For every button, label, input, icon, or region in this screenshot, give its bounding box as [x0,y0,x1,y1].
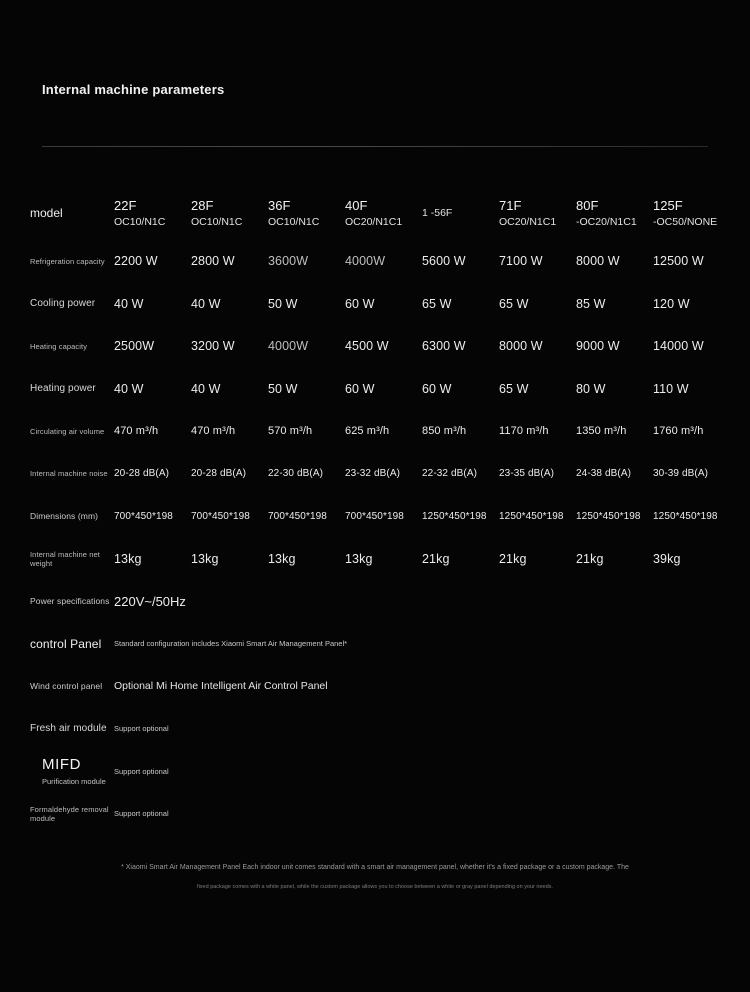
cell-value: 700*450*198 [268,510,327,522]
cell-value: 1250*450*198 [499,510,564,522]
cell-value: 65 W [499,381,529,396]
row-label: Fresh air module [30,722,107,734]
cell-value: 50 W [268,296,298,311]
mifd-sublabel: Purification module [42,777,106,786]
model-column-6 [499,186,576,240]
table-row [30,793,730,836]
cell-value: 12500 W [653,254,704,269]
row-label-group [30,750,114,793]
cell-value: 30-39 dB(A) [653,468,709,480]
cell-value: 22-30 dB(A) [268,468,324,480]
cell-value: 3600W [268,254,309,269]
cell-value: 80 W [576,381,606,396]
cell-value: 39kg [653,551,681,566]
header-label: model [30,206,63,220]
cell-value: 1250*450*198 [653,510,718,522]
row-label: Heating power [30,382,96,394]
row-label: Formaldehyde removal module [30,804,109,823]
row-label: Refrigeration capacity [30,256,105,266]
model-column-8 [653,186,730,240]
table-row [30,495,730,538]
cell-value: 2800 W [191,254,235,269]
cell-value: 13kg [191,551,219,566]
cell-value: 2500W [114,339,155,354]
cell-value: 13kg [114,551,142,566]
merged-value: Optional Mi Home Intelligent Air Control Panel [114,680,328,693]
cell-value: 13kg [345,551,373,566]
row-label: Wind control panel [30,681,103,692]
cell-value: 110 W [653,381,689,396]
model-code-top: 80F [576,198,599,214]
merged-value: Support optional [114,809,169,819]
cell-value: 65 W [422,296,452,311]
cell-value: 700*450*198 [345,510,404,522]
cell-value: 1760 m³/h [653,425,704,438]
cell-value: 22-32 dB(A) [422,468,478,480]
model-column-5 [422,186,499,240]
cell-value: 50 W [268,381,298,396]
table-row [30,623,730,666]
cell-value: 120 W [653,296,690,311]
cell-value: 470 m³/h [191,425,236,438]
merged-value: Standard configuration includes Xiaomi Smart Air Management Panel* [114,639,348,649]
cell-value: 85 W [576,296,606,311]
cell-value: 4500 W [345,339,389,354]
cell-value: 9000 W [576,339,620,354]
cell-value: 13kg [268,551,296,566]
merged-value: Support optional [114,766,169,776]
model-code-bottom: -OC50/NONE [653,215,718,228]
model-code-bottom: OC20/N1C1 [345,215,403,228]
cell-value: 14000 W [653,339,704,354]
model-code-top: 36F [268,198,291,214]
cell-value: 40 W [114,296,144,311]
row-label: control Panel [30,636,102,651]
cell-value: 700*450*198 [114,510,173,522]
model-column-2 [191,186,268,240]
cell-value: 40 W [191,296,221,311]
cell-value: 3200 W [191,339,235,354]
row-label: Cooling power [30,297,96,309]
cell-value: 470 m³/h [114,425,159,438]
cell-value: 65 W [499,296,529,311]
model-column-1 [114,186,191,240]
model-code-top: 22F [114,198,137,214]
table-row [30,368,730,411]
model-code-bottom: OC10/N1C [268,215,320,228]
mifd-label: MIFD [42,755,82,773]
table-row [30,708,730,751]
table-row [30,453,730,496]
table-row [30,283,730,326]
cell-value: 1350 m³/h [576,425,627,438]
cell-value: 570 m³/h [268,425,313,438]
cell-value: 23-32 dB(A) [345,468,401,480]
cell-value: 40 W [191,381,221,396]
cell-value: 40 W [114,381,144,396]
row-label: Internal machine noise [30,469,108,479]
cell-value: 1250*450*198 [422,510,487,522]
footnote-line-1: * Xiaomi Smart Air Management Panel Each indoor unit comes standard with a smart air management panel, whether it's a fixed package or a custom package. The [121,864,629,871]
cell-value: 625 m³/h [345,425,390,438]
page-title: Internal machine parameters [42,82,225,97]
table-row [30,580,730,623]
model-code-top: 71F [499,198,522,214]
cell-value: 23-35 dB(A) [499,468,555,480]
row-label: Heating capacity [30,341,88,351]
model-code-bottom: OC10/N1C [191,215,243,228]
model-code-top: 125F [653,198,683,214]
row-label: Circulating air volume [30,426,105,436]
cell-value: 6300 W [422,339,466,354]
cell-value: 700*450*198 [191,510,250,522]
cell-value: 21kg [422,551,450,566]
footnote-line-2: fixed package comes with a white panel, while the custom package allows you to choose between a white or gray panel depending on your needs. [197,884,553,890]
model-column-3 [268,186,345,240]
cell-value: 21kg [499,551,527,566]
cell-value: 60 W [345,296,375,311]
cell-value: 24-38 dB(A) [576,468,632,480]
cell-value: 8000 W [499,339,543,354]
cell-value: 60 W [345,381,375,396]
cell-value: 1170 m³/h [499,425,549,438]
cell-value: 20-28 dB(A) [191,468,247,480]
cell-value: 7100 W [499,254,543,269]
specifications-table [30,186,730,835]
table-row [30,665,730,708]
header-divider [42,146,708,147]
model-code-bottom: OC20/N1C1 [499,215,557,228]
model-column-4 [345,186,422,240]
cell-value: 5600 W [422,254,466,269]
cell-value: 8000 W [576,254,620,269]
model-code-bottom: 1 -56F [422,206,453,219]
model-code-top: 28F [191,198,214,214]
model-code-top: 40F [345,198,368,214]
cell-value: 1250*450*198 [576,510,641,522]
cell-value: 4000W [268,339,309,354]
cell-value: 60 W [422,381,452,396]
cell-value: 4000W [345,254,386,269]
merged-value: 220V~/50Hz [114,593,186,609]
merged-value: Support optional [114,724,169,734]
model-code-bottom: -OC20/N1C1 [576,215,637,228]
cell-value: 20-28 dB(A) [114,468,170,480]
table-row [30,538,730,581]
row-label: Dimensions (mm) [30,511,99,522]
cell-value: 2200 W [114,254,158,269]
table-row [30,410,730,453]
cell-value: 850 m³/h [422,425,467,438]
model-code-bottom: OC10/N1C [114,215,166,228]
table-header-row [30,186,730,240]
table-row [30,750,730,793]
model-column-7 [576,186,653,240]
cell-value: 21kg [576,551,604,566]
table-row [30,240,730,283]
table-row [30,325,730,368]
row-label: Power specifications [30,596,110,607]
row-label: Internal machine net weight [30,549,100,568]
